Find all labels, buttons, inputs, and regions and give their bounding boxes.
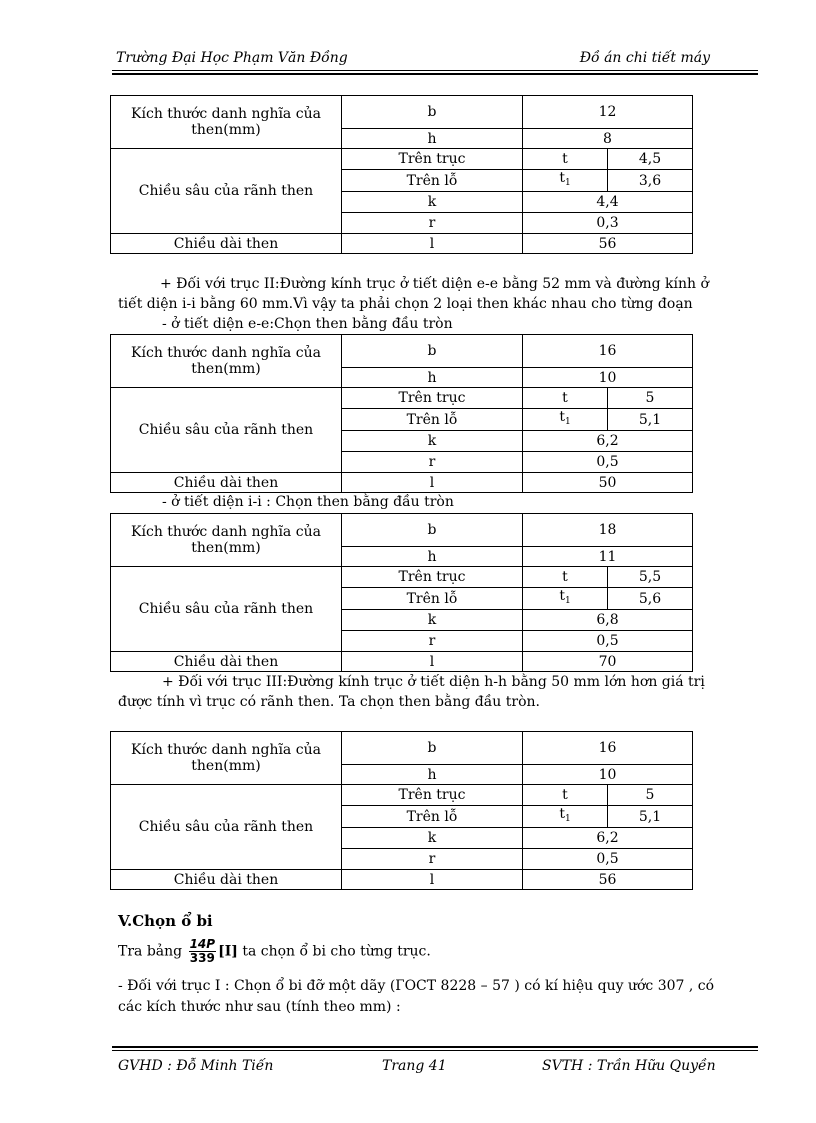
t1-value: 3,6 [608, 170, 693, 192]
h-value: 11 [523, 547, 693, 567]
lookup-suffix: ta chọn ổ bi cho từng trục. [242, 943, 431, 960]
page-header [112, 50, 758, 72]
t-value: 5 [608, 388, 693, 409]
header-title: Đồ án chi tiết máy [579, 50, 710, 66]
in-hole-label: Trên lỗ [342, 806, 523, 828]
nominal-size-label: Kích thước danh nghĩa của then(mm) [111, 514, 342, 567]
l-value: 56 [523, 870, 693, 890]
reference-mark: [I] [218, 943, 238, 960]
l-label: l [342, 652, 523, 672]
k-label: k [342, 610, 523, 631]
reference-fraction [189, 938, 217, 965]
l-label: l [342, 870, 523, 890]
length-label: Chiều dài then [111, 652, 342, 672]
l-value: 56 [523, 234, 693, 254]
b-value: 16 [523, 732, 693, 765]
r-label: r [342, 631, 523, 652]
depth-label: Chiều sâu của rãnh then [111, 149, 342, 234]
b-value: 12 [523, 96, 693, 129]
on-shaft-label: Trên trục [342, 785, 523, 806]
length-label: Chiều dài then [111, 473, 342, 493]
t1-label: $t_1$ [523, 588, 608, 610]
depth-label: Chiều sâu của rãnh then [111, 567, 342, 652]
footer-rule [112, 1050, 758, 1051]
fraction-numerator: 14P [189, 937, 216, 951]
footer-student: SVTH : Trần Hữu Quyền [542, 1058, 716, 1074]
h-value: 10 [523, 368, 693, 388]
h-value: 10 [523, 765, 693, 785]
footer-supervisor: GVHD : Đỗ Minh Tiến [118, 1058, 274, 1074]
k-value: 6,8 [523, 610, 693, 631]
paragraph-shaft3-line2: được tính vì trục có rãnh then. Ta chọn then bằng đầu tròn. [118, 694, 540, 710]
paragraph-section-ii: - ở tiết diện i-i : Chọn then bằng đầu tròn [162, 494, 454, 510]
footer-page-number: Trang 41 [382, 1058, 447, 1074]
t1-value: 5,6 [608, 588, 693, 610]
on-shaft-label: Trên trục [342, 567, 523, 588]
k-label: k [342, 192, 523, 213]
lookup-prefix: Tra bảng [118, 943, 183, 960]
key-table-3 [110, 513, 693, 672]
header-rule [112, 70, 758, 71]
b-label: b [342, 514, 523, 547]
h-label: h [342, 547, 523, 567]
paragraph-section-ee: - ở tiết diện e-e:Chọn then bằng đầu tròn [162, 316, 453, 332]
h-label: h [342, 129, 523, 149]
k-label: k [342, 431, 523, 452]
paragraph-bearing-line2: các kích thước như sau (tính theo mm) : [118, 999, 401, 1015]
r-value: 0,3 [523, 213, 693, 234]
in-hole-label: Trên lỗ [342, 588, 523, 610]
t-label: t [523, 785, 608, 806]
t-value: 5 [608, 785, 693, 806]
lookup-line [118, 938, 431, 965]
key-table-4 [110, 731, 693, 890]
k-value: 6,2 [523, 431, 693, 452]
footer-rule-thick [112, 1046, 758, 1048]
t-label: t [523, 149, 608, 170]
t1-value: 5,1 [608, 806, 693, 828]
l-value: 70 [523, 652, 693, 672]
depth-label: Chiều sâu của rãnh then [111, 785, 342, 870]
in-hole-label: Trên lỗ [342, 409, 523, 431]
r-value: 0,5 [523, 849, 693, 870]
r-value: 0,5 [523, 631, 693, 652]
k-label: k [342, 828, 523, 849]
k-value: 6,2 [523, 828, 693, 849]
paragraph-bearing-line1: - Đối với trục I : Chọn ổ bi đỡ một dãy (ГОСТ 8228 – 57 ) có kí hiệu quy ước 307 , có [118, 978, 715, 994]
on-shaft-label: Trên trục [342, 149, 523, 170]
header-school: Trường Đại Học Phạm Văn Đồng [116, 50, 348, 66]
r-label: r [342, 849, 523, 870]
fraction-denominator: 339 [189, 951, 215, 965]
t1-value: 5,1 [608, 409, 693, 431]
t1-label: $t_1$ [523, 409, 608, 431]
b-value: 18 [523, 514, 693, 547]
header-rule-thick [112, 73, 758, 75]
key-table-1 [110, 95, 693, 254]
t-label: t [523, 567, 608, 588]
t-value: 5,5 [608, 567, 693, 588]
depth-label: Chiều sâu của rãnh then [111, 388, 342, 473]
t-value: 4,5 [608, 149, 693, 170]
l-label: l [342, 473, 523, 493]
r-label: r [342, 213, 523, 234]
t1-label: $t_1$ [523, 806, 608, 828]
nominal-size-label: Kích thước danh nghĩa của then(mm) [111, 96, 342, 149]
paragraph-shaft2-line2: tiết diện i-i bằng 60 mm.Vì vậy ta phải chọn 2 loại then khác nhau cho từng đoạn [118, 296, 693, 312]
l-label: l [342, 234, 523, 254]
b-value: 16 [523, 335, 693, 368]
h-value: 8 [523, 129, 693, 149]
b-label: b [342, 335, 523, 368]
b-label: b [342, 96, 523, 129]
l-value: 50 [523, 473, 693, 493]
b-label: b [342, 732, 523, 765]
nominal-size-label: Kích thước danh nghĩa của then(mm) [111, 335, 342, 388]
k-value: 4,4 [523, 192, 693, 213]
section-heading: V.Chọn ổ bi [118, 912, 213, 930]
t-label: t [523, 388, 608, 409]
t1-label: $t_1$ [523, 170, 608, 192]
paragraph-shaft2-line1: + Đối với trục II:Đường kính trục ở tiết diện e-e bằng 52 mm và đường kính ở [160, 276, 709, 292]
r-label: r [342, 452, 523, 473]
length-label: Chiều dài then [111, 870, 342, 890]
paragraph-shaft3-line1: + Đối với trục III:Đường kính trục ở tiết diện h-h bằng 50 mm lớn hơn giá trị [162, 674, 705, 690]
key-table-2 [110, 334, 693, 493]
r-value: 0,5 [523, 452, 693, 473]
in-hole-label: Trên lỗ [342, 170, 523, 192]
length-label: Chiều dài then [111, 234, 342, 254]
nominal-size-label: Kích thước danh nghĩa của then(mm) [111, 732, 342, 785]
h-label: h [342, 368, 523, 388]
on-shaft-label: Trên trục [342, 388, 523, 409]
h-label: h [342, 765, 523, 785]
